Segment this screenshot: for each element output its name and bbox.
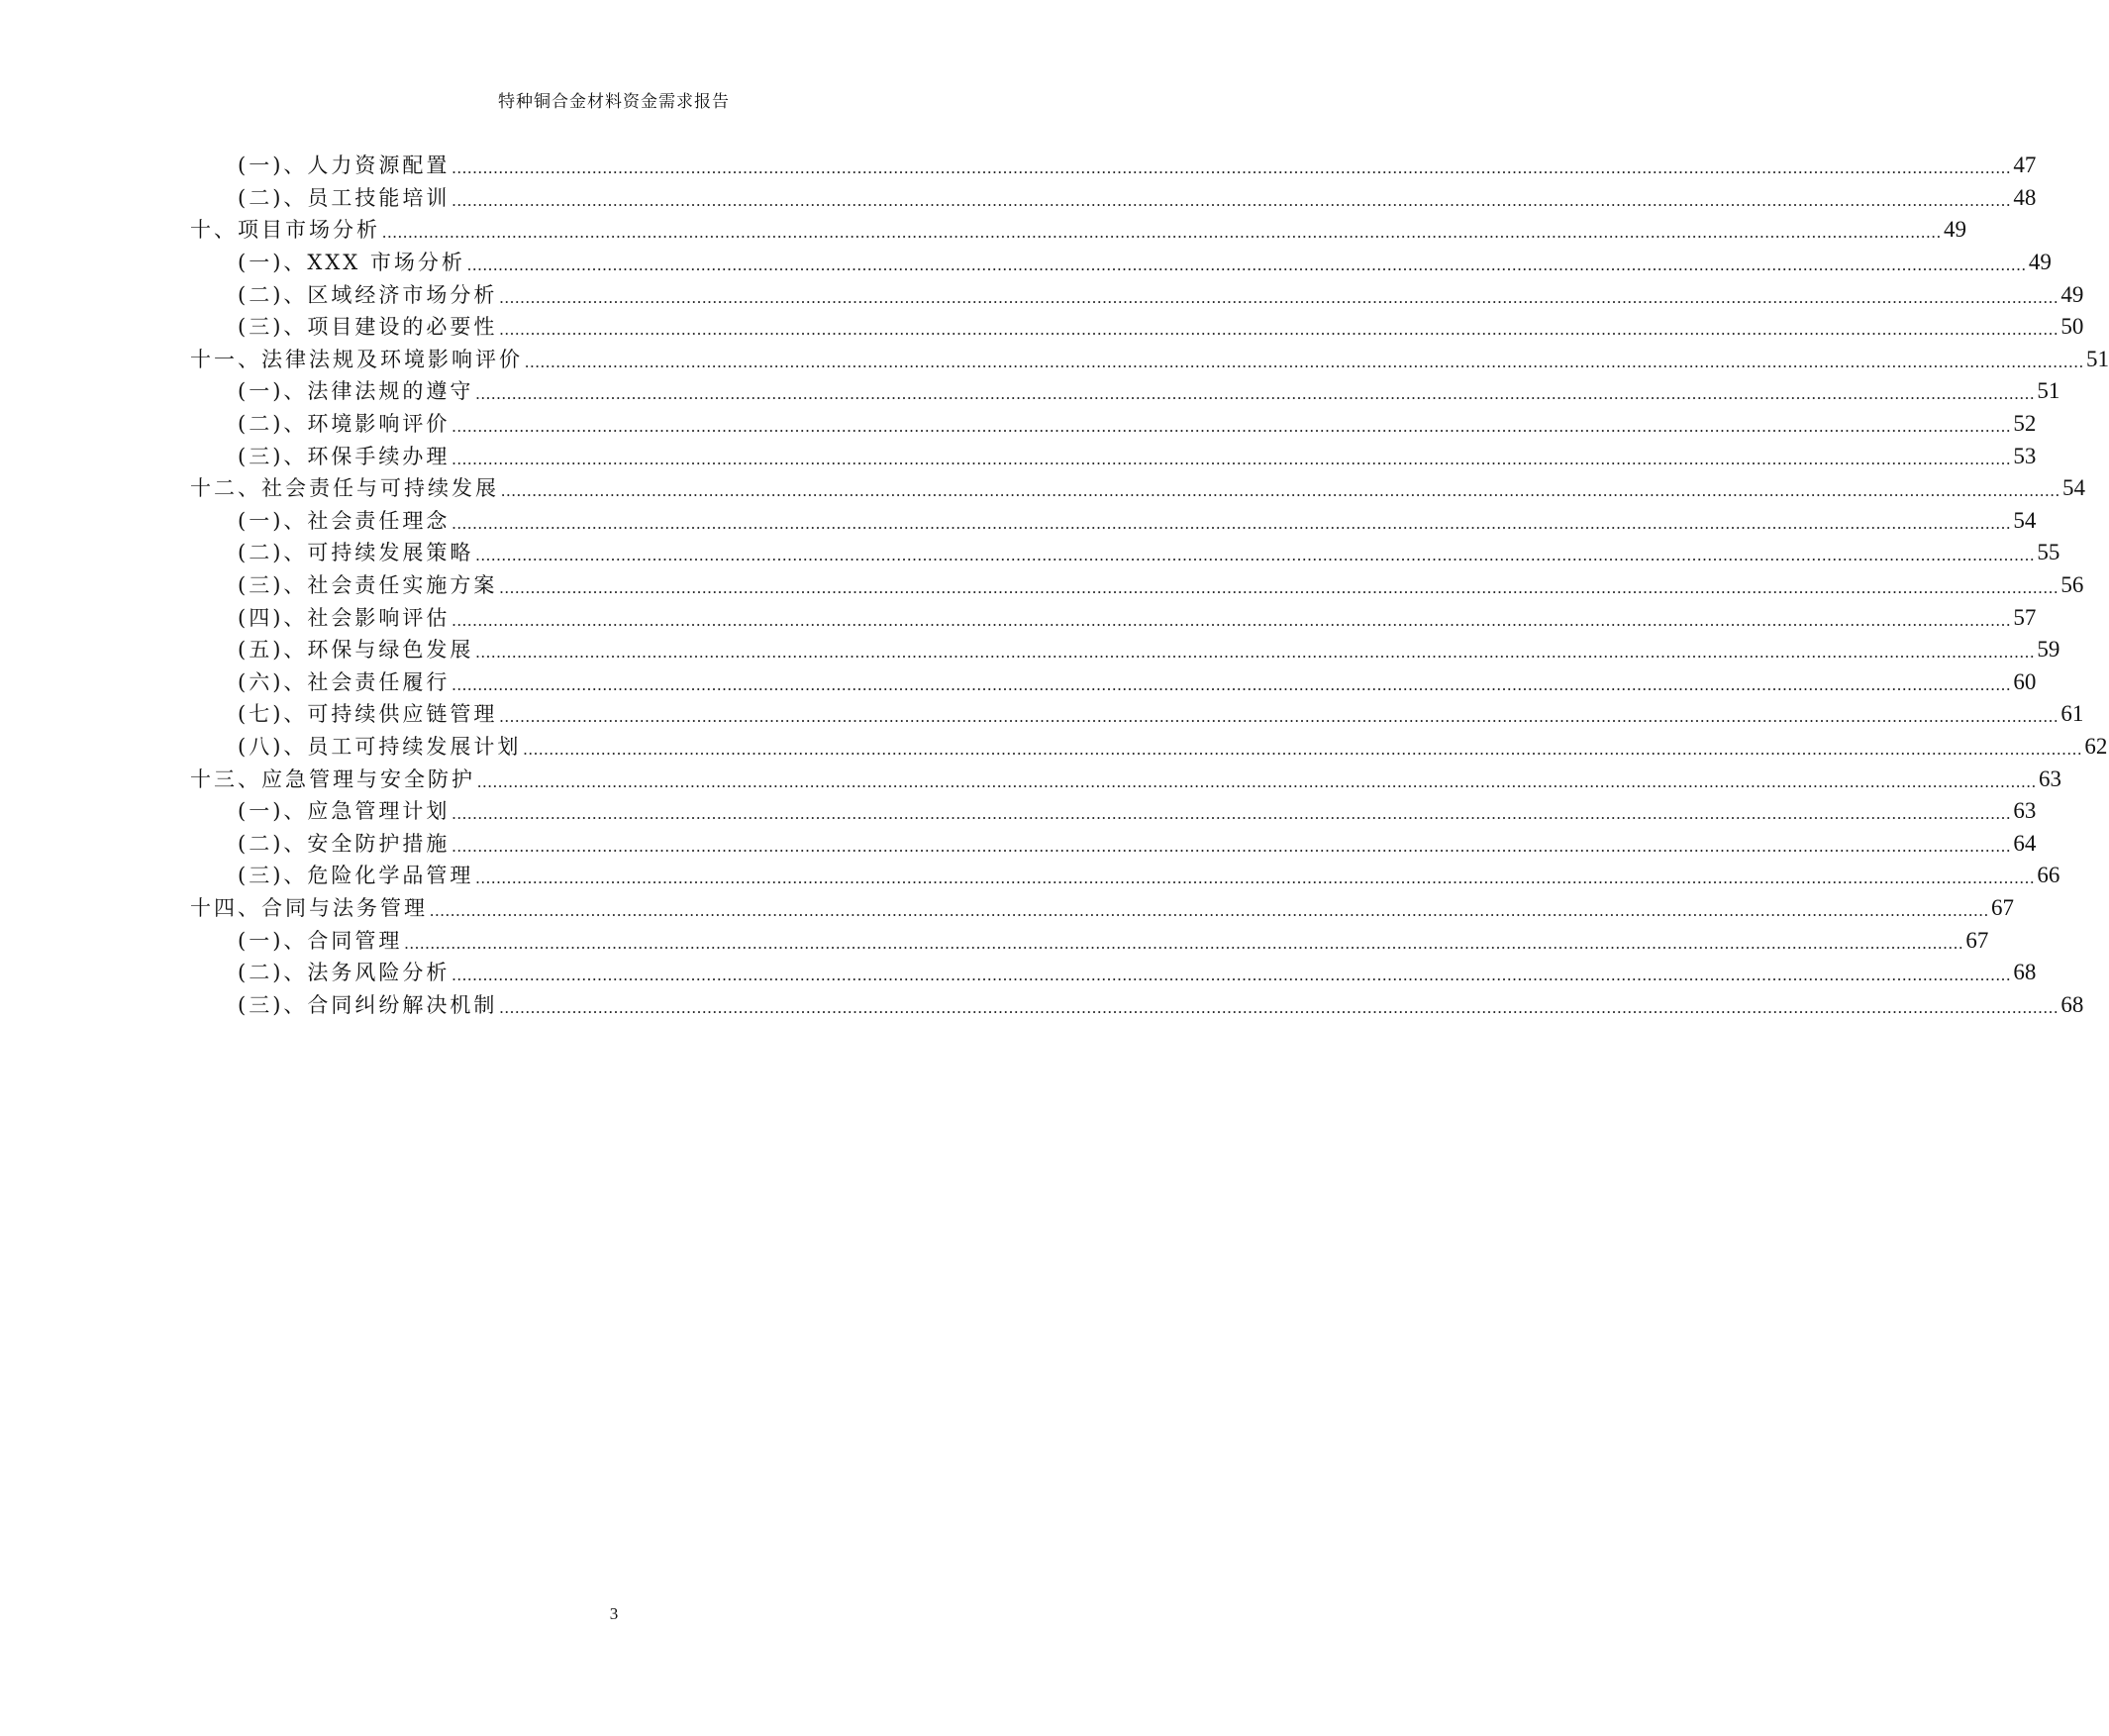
toc-entry-title: 十一、法律法规及环境影响评价 [190,347,523,371]
toc-entry-page-number: 53 [2013,443,2037,468]
toc-chapter-entry[interactable] [0,892,2014,925]
toc-section-entry[interactable] [0,698,2084,731]
toc-entry-title: (一)、合同管理 [238,928,403,953]
toc-entry-title: (八)、员工可持续发展计划 [238,734,522,759]
toc-section-entry[interactable] [0,537,2060,569]
toc-entry-page-number: 47 [2013,153,2037,178]
toc-dot-leader: ............................................................................................................................................................................................................................................................................................................ [452,674,2012,694]
toc-dot-leader: ............................................................................................................................................................................................................................................................................................................ [452,804,2012,824]
toc-dot-leader: ............................................................................................................................................................................................................................................................................................................ [475,384,2036,404]
toc-chapter-entry[interactable] [0,763,2061,795]
toc-entry-title: 十二、社会责任与可持续发展 [190,476,499,501]
toc-section-entry[interactable] [0,988,2084,1021]
toc-entry-page-number: 51 [2086,346,2109,371]
toc-entry-page-number: 63 [2039,766,2061,791]
toc-dot-leader: ............................................................................................................................................................................................................................................................................................................ [382,223,1942,243]
toc-section-entry[interactable] [0,569,2084,602]
toc-section-entry[interactable] [0,634,2060,666]
toc-section-entry[interactable] [0,375,2060,408]
toc-entry-title: (二)、环境影响评价 [238,412,451,437]
toc-dot-leader: ............................................................................................................................................................................................................................................................................................................ [501,481,2060,501]
toc-section-entry[interactable] [0,957,2037,989]
toc-section-entry[interactable] [0,827,2037,860]
toc-section-entry[interactable] [0,311,2084,344]
toc-section-entry[interactable] [0,150,2037,182]
toc-entry-page-number: 63 [2013,798,2037,824]
toc-entry-page-number: 54 [2062,475,2085,501]
toc-section-entry[interactable] [0,247,2052,279]
page-number: 3 [609,1604,619,1623]
toc-dot-leader: ............................................................................................................................................................................................................................................................................................................ [452,449,2012,468]
toc-section-entry[interactable] [0,795,2037,828]
toc-entry-page-number: 49 [2028,250,2052,275]
toc-chapter-entry[interactable] [0,214,1966,247]
toc-dot-leader: ............................................................................................................................................................................................................................................................................................................ [452,417,2012,437]
toc-entry-title: (五)、环保与绿色发展 [238,638,474,663]
toc-dot-leader: ............................................................................................................................................................................................................................................................................................................ [499,707,2059,727]
toc-entry-page-number: 50 [2060,314,2084,340]
toc-dot-leader: ............................................................................................................................................................................................................................................................................................................ [499,287,2059,307]
toc-section-entry[interactable] [0,601,2037,634]
toc-entry-title: (三)、危险化学品管理 [238,864,474,888]
toc-dot-leader: ............................................................................................................................................................................................................................................................................................................ [452,158,2012,178]
toc-entry-title: (一)、XXX 市场分析 [238,251,465,275]
table-of-contents [0,150,2109,1021]
toc-section-entry[interactable] [0,731,2108,764]
toc-entry-title: (三)、环保手续办理 [238,444,451,468]
toc-entry-page-number: 66 [2037,863,2060,888]
toc-entry-title: (六)、社会责任履行 [238,669,451,694]
toc-dot-leader: ............................................................................................................................................................................................................................................................................................................ [452,190,2012,210]
toc-dot-leader: ............................................................................................................................................................................................................................................................................................................ [499,578,2059,598]
toc-section-entry[interactable] [0,860,2060,892]
toc-dot-leader: ............................................................................................................................................................................................................................................................................................................ [475,868,2036,888]
toc-entry-page-number: 68 [2060,991,2084,1017]
toc-entry-title: (三)、社会责任实施方案 [238,573,498,598]
toc-entry-page-number: 67 [1965,927,1989,953]
toc-entry-page-number: 54 [2013,507,2037,533]
page-header-title: 特种铜合金材料资金需求报告 [498,92,730,112]
toc-entry-title: 十、项目市场分析 [190,218,380,243]
toc-dot-leader: ............................................................................................................................................................................................................................................................................................................ [477,771,2037,791]
toc-dot-leader: ............................................................................................................................................................................................................................................................................................................ [499,997,2059,1017]
toc-dot-leader: ............................................................................................................................................................................................................................................................................................................ [452,610,2012,630]
toc-entry-title: (四)、社会影响评估 [238,605,451,630]
toc-section-entry[interactable] [0,924,1989,957]
toc-entry-page-number: 49 [1944,217,1966,243]
toc-entry-page-number: 51 [2037,378,2060,404]
toc-dot-leader: ............................................................................................................................................................................................................................................................................................................ [499,320,2059,340]
toc-dot-leader: ............................................................................................................................................................................................................................................................................................................ [452,966,2012,985]
toc-entry-title: (一)、应急管理计划 [238,799,451,824]
toc-entry-title: (二)、法务风险分析 [238,961,451,985]
toc-dot-leader: ............................................................................................................................................................................................................................................................................................................ [404,933,1964,953]
toc-entry-title: (一)、法律法规的遵守 [238,379,474,404]
toc-section-entry[interactable] [0,182,2037,215]
toc-dot-leader: ............................................................................................................................................................................................................................................................................................................ [430,900,1989,920]
toc-entry-title: (三)、项目建设的必要性 [238,315,498,340]
toc-dot-leader: ............................................................................................................................................................................................................................................................................................................ [452,513,2012,533]
toc-entry-title: (二)、员工技能培训 [238,185,451,210]
toc-entry-title: (一)、社会责任理念 [238,508,451,533]
toc-dot-leader: ............................................................................................................................................................................................................................................................................................................ [466,255,2027,275]
toc-section-entry[interactable] [0,278,2084,311]
toc-entry-title: (二)、区域经济市场分析 [238,282,498,307]
toc-entry-page-number: 59 [2037,637,2060,663]
toc-entry-page-number: 61 [2060,701,2084,727]
toc-entry-page-number: 67 [1991,894,2014,920]
toc-dot-leader: ............................................................................................................................................................................................................................................................................................................ [475,643,2036,663]
toc-entry-page-number: 62 [2084,733,2108,759]
toc-entry-title: (三)、合同纠纷解决机制 [238,992,498,1017]
toc-entry-page-number: 64 [2013,830,2037,856]
toc-entry-page-number: 68 [2013,960,2037,985]
toc-dot-leader: ............................................................................................................................................................................................................................................................................................................ [523,739,2083,759]
toc-chapter-entry[interactable] [0,472,2085,505]
toc-entry-page-number: 57 [2013,604,2037,630]
toc-entry-page-number: 60 [2013,668,2037,694]
toc-entry-page-number: 48 [2013,184,2037,210]
toc-entry-title: (一)、人力资源配置 [238,153,451,178]
toc-entry-page-number: 55 [2037,540,2060,565]
toc-entry-title: (七)、可持续供应链管理 [238,702,498,727]
toc-entry-title: (二)、可持续发展策略 [238,541,474,565]
toc-entry-page-number: 56 [2060,572,2084,598]
toc-entry-title: 十四、合同与法务管理 [190,895,428,920]
toc-entry-title: (二)、安全防护措施 [238,831,451,856]
toc-chapter-entry[interactable] [0,344,2109,376]
toc-dot-leader: ............................................................................................................................................................................................................................................................................................................ [452,836,2012,856]
toc-section-entry[interactable] [0,666,2037,699]
toc-dot-leader: ............................................................................................................................................................................................................................................................................................................ [525,352,2084,371]
toc-section-entry[interactable] [0,440,2037,472]
toc-entry-page-number: 52 [2013,411,2037,437]
toc-section-entry[interactable] [0,408,2037,441]
toc-dot-leader: ............................................................................................................................................................................................................................................................................................................ [475,546,2036,565]
toc-entry-page-number: 49 [2060,281,2084,307]
toc-section-entry[interactable] [0,505,2037,538]
toc-entry-title: 十三、应急管理与安全防护 [190,766,475,791]
